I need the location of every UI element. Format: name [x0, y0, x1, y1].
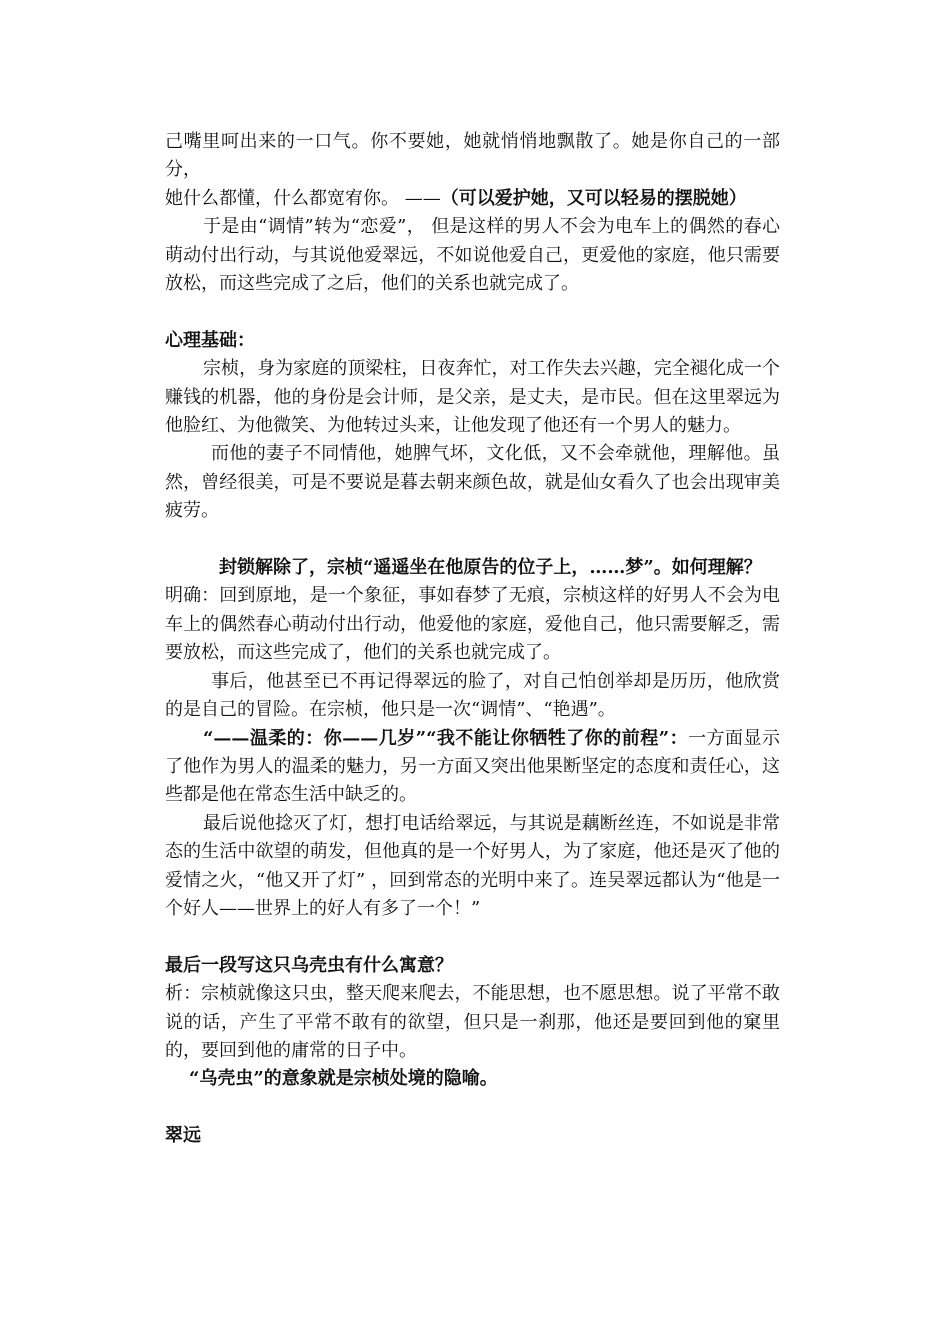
- paragraph-answer: 明确：回到原地，是一个象征，事如春梦了无痕，宗桢这样的好男人不会为电车上的偶然春心萌动付出行动，他爱他的家庭，爱他自己，他只需要解乏，需要放松，而这些完成了，他们的关系也就完成了。: [165, 585, 780, 664]
- paragraph-afterwards: 事后，他甚至已不再记得翠远的脸了，对自己怕创举却是历历，他欣赏的是自己的冒险。在宗桢，他只是一次“调情”、“艳遇”。: [165, 670, 780, 721]
- quote-note: （可以爱护她，又可以轻易的摆脱她）: [440, 187, 747, 209]
- paragraph-wife: 而他的妻子不同情他，她脾气坏，文化低，又不会牵就他，理解他。虽然，曾经很美，可是不要说是暮去朝来颜色故，就是仙女看久了也会出现审美疲劳。: [165, 443, 780, 522]
- spacer: [165, 1094, 780, 1122]
- paragraph-zongzhen: 宗桢，身为家庭的顶梁柱，日夜奔忙，对工作失去兴趣，完全褪化成一个赚钱的机器，他的身份是会计师，是父亲，是丈夫，是市民。但在这里翠远为他脸红、为他微笑、为他转过头来，让他发现了他还有一个男人的魅力。: [165, 358, 780, 437]
- paragraph-romance: 于是由“调情”转为“恋爱”， 但是这样的男人不会为电车上的偶然的春心萌动付出行动，与其说他爱翠远，不如说他爱自己，更爱他的家庭，他只需要放松，而这些完成了之后，他们的关系也就完成了。: [165, 216, 780, 295]
- document-page: [165, 128, 780, 1151]
- paragraph-quote: [165, 185, 780, 213]
- paragraph-tender: [165, 725, 780, 810]
- paragraph-beetle-analysis: 析：宗桢就像这只虫，整天爬来爬去，不能思想，也不愿思想。说了平常不敢说的话，产生了平常不敢有的欲望，但只是一刹那，他还是要回到他的窠里的，要回到他的庸常的日子中。: [165, 983, 780, 1061]
- heading-question-dream: 封锁解除了，宗桢“遥遥坐在他原告的位子上，……梦”。如何理解？: [219, 557, 762, 579]
- spacer: [165, 298, 780, 326]
- paragraph-light: 最后说他捻灭了灯，想打电话给翠远，与其说是藕断丝连，不如说是非常态的生活中欲望的萌发，但他真的是一个好男人，为了家庭，他还是灭了他的爱情之火，“他又开了灯” ，回到常态的光明中来了。连吴翠远都认为“他是一个好人——世界上的好人有多了一个！”: [165, 812, 780, 919]
- heading-cuiyuan: 翠远: [165, 1125, 201, 1147]
- spacer: [165, 526, 780, 554]
- spacer: [165, 923, 780, 951]
- quote-text: 她什么都懂，什么都宽宥你。 ——: [165, 187, 441, 209]
- tender-explanation: 一方面显示了他作为男人的温柔的魅力，另一方面又突出他果断坚定的态度和责任心，这些都是他在常态生活中缺乏的。: [165, 727, 781, 806]
- paragraph-beetle-metaphor: “乌壳虫”的意象就是宗桢处境的隐喻。: [189, 1068, 498, 1090]
- quote-tender: “——温柔的：你——几岁”“我不能让你牺牲了你的前程”：: [203, 727, 689, 749]
- heading-beetle: 最后一段写这只乌壳虫有什么寓意？: [165, 954, 453, 976]
- paragraph-continuation: 己嘴里呵出来的一口气。你不要她，她就悄悄地飘散了。她是你自己的一部分，: [165, 131, 780, 181]
- heading-psychology: 心理基础：: [165, 329, 255, 351]
